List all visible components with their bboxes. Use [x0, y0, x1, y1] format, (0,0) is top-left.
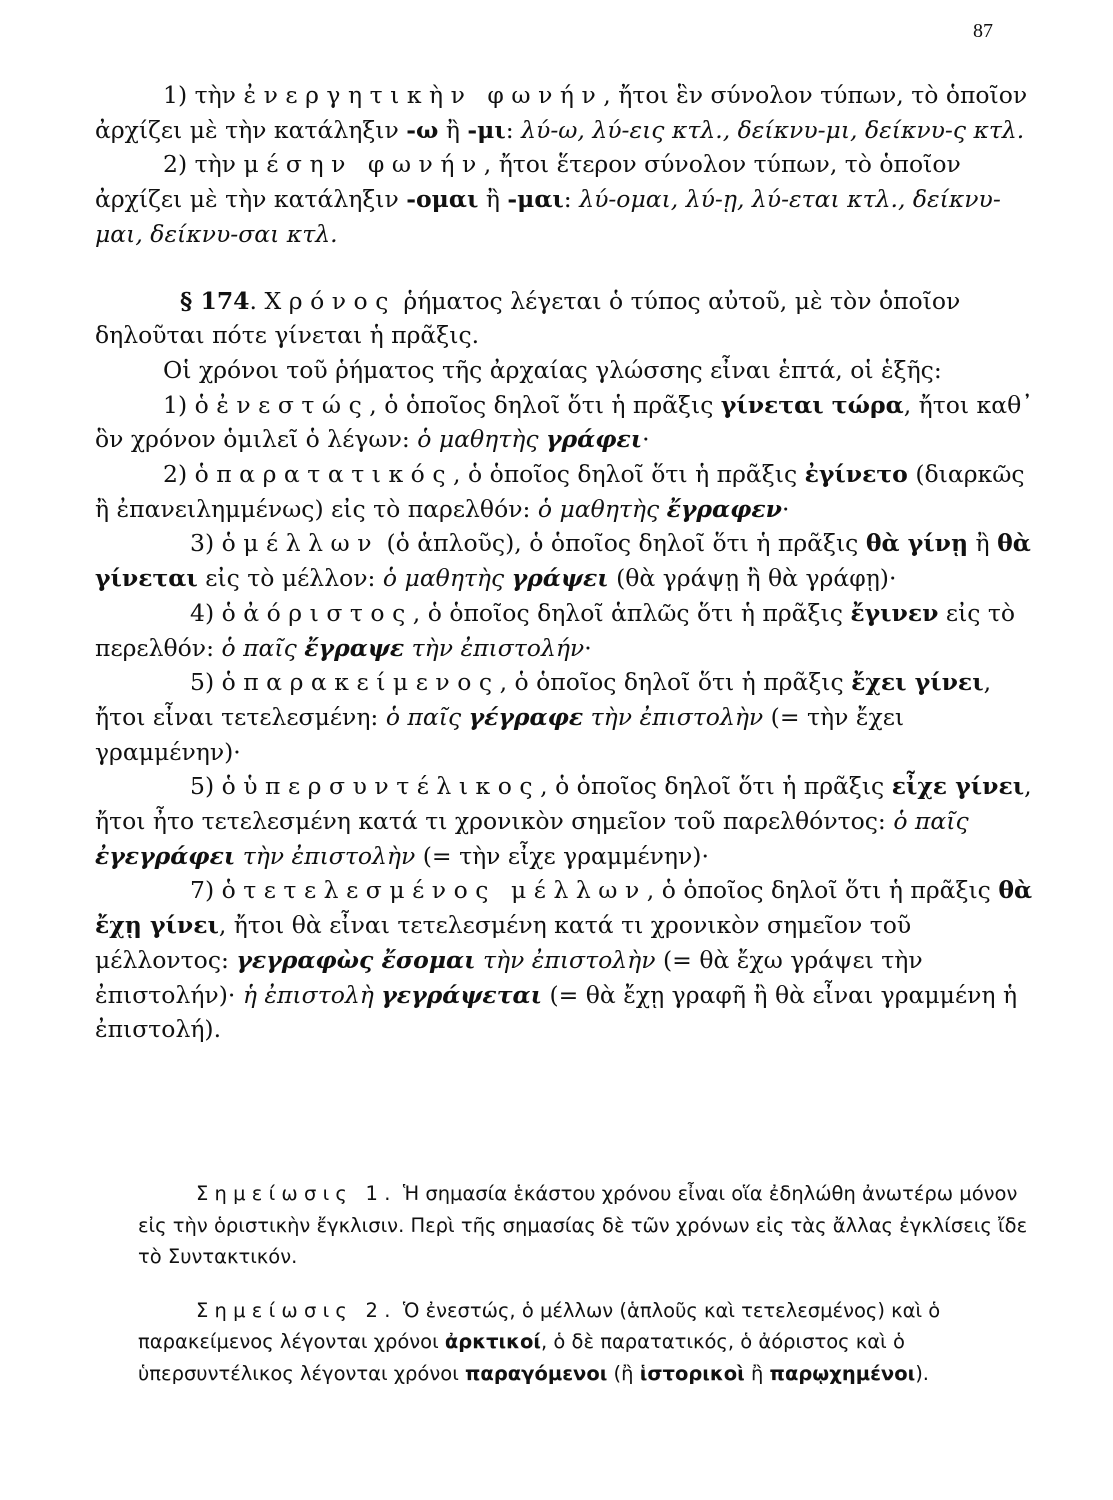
tense-future-perfect: [95, 873, 1040, 1047]
item-number: 1) ὁ: [163, 390, 217, 419]
item-number: 2) τὴν: [163, 150, 244, 179]
term-spaced: μέσην φωνήν: [243, 150, 484, 179]
text-run: :: [505, 115, 522, 144]
bold-term: ἀρκτικοί: [444, 1330, 542, 1353]
bold-phrase: θὰ ἔχῃ γίνει: [95, 876, 1033, 940]
text-run: ·: [584, 633, 592, 662]
example-italic: ὁ παῖς: [893, 807, 969, 836]
ending-bold: -μαι: [507, 185, 564, 214]
example-bold-italic: γράφει: [545, 425, 643, 454]
text-run: ).: [915, 1361, 930, 1385]
text-run: ἢ: [968, 529, 998, 558]
example-italic: τὴν ἐπιστολὴν: [235, 841, 416, 870]
example-bold-italic: ἔγραψε: [304, 633, 405, 662]
text-run: , ὁ ὁποῖος δηλοῖ ὅτι ἡ πρᾶξις: [499, 668, 852, 697]
bold-term: παραγόμενοι: [465, 1361, 608, 1385]
example-italic: ὁ μαθητὴς: [417, 425, 546, 454]
active-voice-paragraph: [95, 78, 1040, 147]
text-run: ῥήματος λέγεται ὁ τύπος αὐτοῦ, μὲ τὸν ὁποῖον δηλοῦται πότε γίνεται ἡ πρᾶξις.: [95, 286, 961, 350]
tense-present: [95, 388, 1040, 457]
tense-name: μέλλων: [243, 529, 380, 558]
ending-bold: -ω: [406, 115, 439, 144]
text-run: Ἡ σημασία ἑκάστου χρόνου εἶναι οἵα ἐδηλώθη ἀνωτέρω μόνον εἰς τὴν ὁριστικὴν ἔγκλισιν. Περὶ τῆς σημασίας δὲ τῶν χρόνων εἰς τὰς ἄλλας ἐγκλίσεις ἴδε τὸ Συντακτικόν.: [138, 1182, 1028, 1268]
example-italic: τὴν ἐπιστολὴν: [583, 702, 764, 731]
tense-future: [95, 526, 1040, 595]
bold-phrase: ἔγινεν: [850, 598, 939, 627]
text-run: , ὁ ὁποῖος δηλοῖ ὅτι ἡ πρᾶξις: [369, 390, 721, 419]
text-run: , ὁ ὁποῖος δηλοῖ ἁπλῶς ὅτι ἡ πρᾶξις: [412, 598, 851, 627]
example-italic: ὁ παῖς: [385, 702, 469, 731]
text-run: Ὁ ἐνεστώς, ὁ μέλλων (ἁπλοῦς καὶ τετελεσμένος) καὶ ὁ παρακείμενος λέγονται χρόνοι: [138, 1298, 941, 1353]
text-run: ἢ: [744, 1361, 770, 1385]
note-label: Σημείωσις 1.: [196, 1182, 397, 1205]
tense-name: ἀόριστος: [243, 598, 413, 627]
notes-block: [138, 1178, 1043, 1389]
example-italic: ὁ μαθητὴς: [537, 494, 667, 523]
tense-imperfect: [95, 457, 1040, 526]
term-spaced: Χρόνος: [264, 286, 396, 315]
middle-voice-paragraph: [95, 147, 1040, 251]
section-marker: § 174: [180, 286, 250, 315]
text-run: :: [563, 185, 580, 214]
example-bold-italic: γεγραφὼς ἔσομαι: [236, 945, 476, 974]
text-run: (= θὰ ἔχω γράψει τὴν ἐπιστολήν)·: [95, 945, 923, 1009]
example-bold-italic: ἐγεγράφει: [95, 841, 236, 870]
item-number: 4) ὁ: [190, 598, 244, 627]
tense-pluperfect: [95, 769, 1040, 873]
section-174-paragraph: [95, 284, 1040, 353]
tense-name: ὑπερσυντέλικος: [243, 772, 541, 801]
example-italic: ἡ ἐπιστολὴ: [242, 980, 382, 1009]
example-italic: τὴν ἐπιστολὴν: [475, 945, 656, 974]
bold-phrase: θὰ γίνεται: [95, 529, 1031, 593]
example-italic: ὁ παῖς: [221, 633, 305, 662]
tense-aorist: [95, 596, 1040, 665]
example-bold-italic: γέγραφε: [468, 702, 584, 731]
text-run: ἢ: [438, 115, 468, 144]
bold-term: ἱστορικοὶ: [639, 1361, 745, 1385]
note-2: [138, 1295, 1043, 1390]
example-italic: λύ-ομαι, λύ-ῃ, λύ-εται κτλ., δείκνυ-μαι, δείκνυ-σαι κτλ.: [95, 185, 1001, 248]
text-run: , ἤτοι ἕτερον σύνολον τύπων, τὸ ὁποῖον ἀρχίζει μὲ τὴν κατάληξιν: [95, 150, 961, 214]
tenses-count-line: Οἱ χρόνοι τοῦ ῥήματος τῆς ἀρχαίας γλώσσης εἶναι ἑπτά, οἱ ἑξῆς:: [163, 355, 942, 384]
text-run: , ἤτοι ἦτο τετελεσμένη κατά τι χρονικὸν σημεῖον τοῦ παρελθόντος:: [95, 772, 1032, 836]
text-run: , ἤτοι εἶναι τετελεσμένη:: [95, 668, 992, 731]
note-1: [138, 1178, 1043, 1273]
tense-name: ἐνεστώς: [216, 390, 370, 419]
main-text: [95, 78, 1040, 1047]
page-number: 87: [973, 20, 993, 42]
text-run: ἢ: [478, 185, 508, 214]
item-number: 1) τὴν: [163, 81, 244, 109]
item-number: 2) ὁ: [163, 460, 217, 489]
text-run: , ἤτοι καθ᾽ ὃν χρόνον ὁμιλεῖ ὁ λέγων:: [95, 390, 1033, 454]
example-italic: ὁ μαθητὴς: [382, 564, 512, 593]
item-number: 5) ὁ: [190, 668, 244, 697]
example-italic: λύ-ω, λύ-εις κτλ., δείκνυ-μι, δείκνυ-ς κτλ.: [521, 115, 1025, 144]
text-run: (= τὴν ἔχει γραμμένην)·: [95, 702, 905, 766]
term-spaced: ἐνεργητικὴν φωνήν: [243, 81, 604, 109]
ending-bold: -μι: [467, 115, 506, 144]
ending-bold: -ομαι: [406, 185, 479, 214]
text-run: , ὁ ὁποῖος δηλοῖ ὅτι ἡ πρᾶξις: [646, 876, 999, 905]
tense-perfect: [95, 665, 1040, 769]
text-run: , ὁ δὲ παρατατικός, ὁ ἀόριστος καὶ ὁ ὑπερσυντέλικος λέγονται χρόνοι: [138, 1330, 905, 1385]
example-italic: τὴν ἐπιστολήν: [404, 633, 585, 662]
text-run: (= τὴν εἶχε γραμμένην)·: [415, 841, 709, 870]
text-run: ·: [642, 425, 650, 454]
item-number: 5) ὁ: [190, 772, 244, 801]
text-run: .: [249, 286, 265, 315]
text-run: , ὁ ὁποῖος δηλοῖ ὅτι ἡ πρᾶξις: [453, 460, 805, 489]
bold-term: παρῳχημένοι: [769, 1361, 916, 1385]
example-bold-italic: γράψει: [511, 564, 609, 593]
example-bold-italic: γεγράψεται: [381, 980, 542, 1009]
item-number: 3) ὁ: [190, 529, 244, 558]
bold-phrase: ἔχει γίνει: [851, 668, 984, 697]
bold-phrase: γίνεται τώρα: [720, 390, 904, 419]
tense-name: τετελεσμένος μέλλων: [243, 876, 647, 905]
text-run: (= θὰ ἔχῃ γραφῆ ἢ θὰ εἶναι γραμμένη ἡ ἐπιστολή).: [95, 980, 1018, 1044]
tense-name: παρακείμενος: [243, 668, 500, 697]
text-run: , ὁ ὁποῖος δηλοῖ ὅτι ἡ πρᾶξις: [540, 772, 892, 801]
text-run: (ὁ ἁπλοῦς), ὁ ὁποῖος δηλοῖ ὅτι ἡ πρᾶξις: [379, 529, 866, 558]
text-run: ·: [781, 494, 790, 523]
text-run: (διαρκῶς ἢ ἐπανειλημμένως) εἰς τὸ παρελθόν:: [95, 460, 1025, 523]
text-run: εἰς τὸ περελθόν:: [95, 598, 1016, 662]
item-number: 7) ὁ: [190, 876, 244, 905]
note-label: Σημείωσις 2.: [196, 1298, 397, 1322]
bold-phrase: θὰ γίνῃ: [865, 529, 969, 558]
bold-phrase: εἶχε γίνει: [891, 772, 1025, 801]
text-run: (ἢ: [607, 1361, 640, 1385]
text-run: , ἤτοι θὰ εἶναι τετελεσμένη κατά τι χρονικὸν σημεῖον τοῦ μέλλοντος:: [95, 911, 912, 974]
bold-phrase: ἐγίνετο: [804, 460, 908, 489]
text-run: εἰς τὸ μέλλον:: [197, 564, 383, 593]
text-run: , ἤτοι ἓν σύνολον τύπων, τὸ ὁποῖον ἀρχίζει μὲ τὴν κατάληξιν: [95, 81, 1028, 144]
tense-name: παρατατικός: [216, 460, 454, 489]
example-bold-italic: ἔγραφεν: [666, 494, 782, 523]
text-run: (θὰ γράψῃ ἢ θὰ γράφῃ)·: [608, 564, 897, 593]
